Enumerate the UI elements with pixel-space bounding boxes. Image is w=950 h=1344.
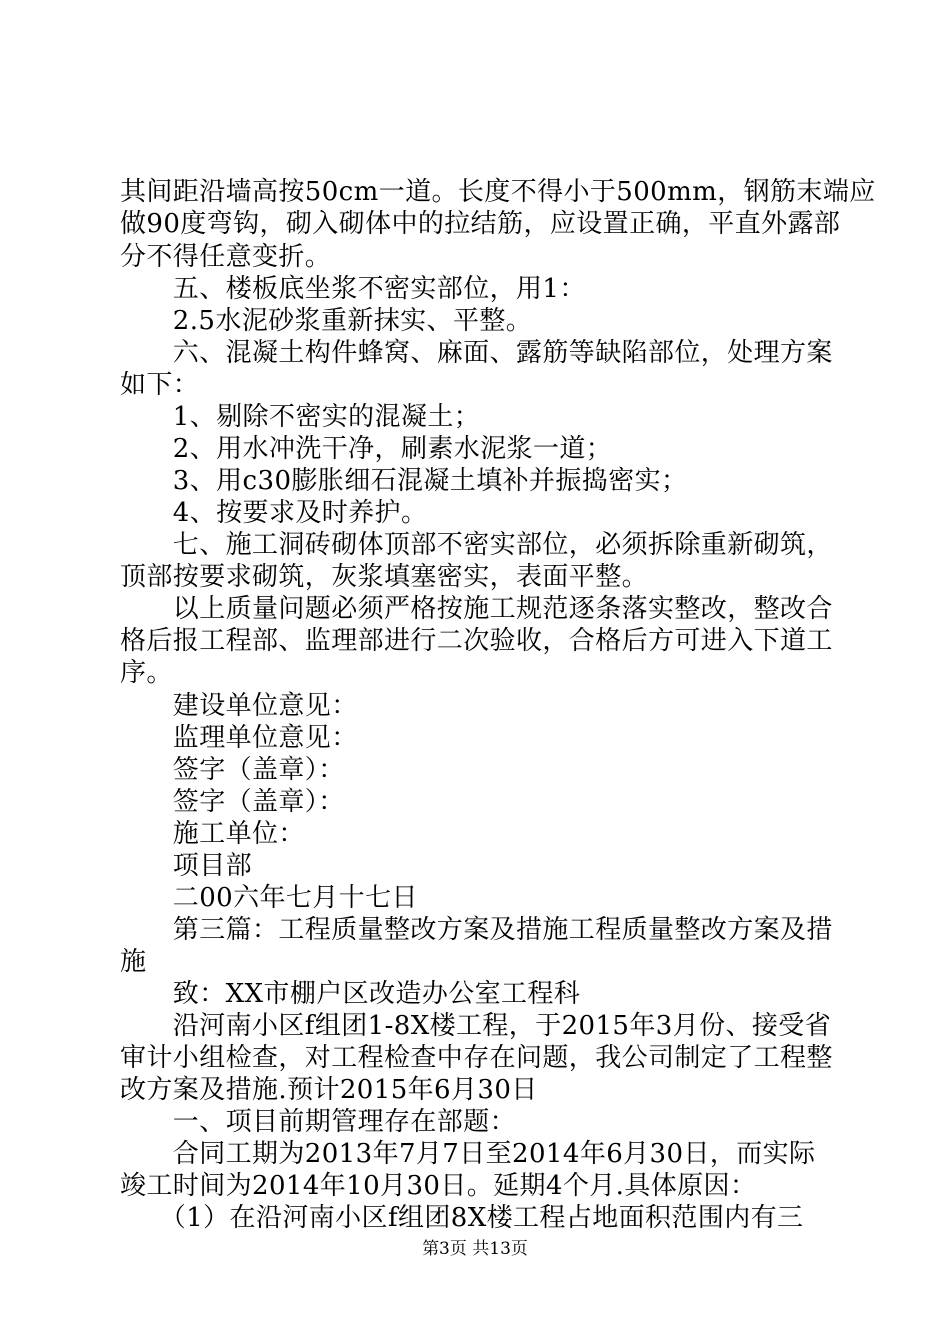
text-line: 项目部 [120,851,253,881]
text-line: 沿河南小区f组团1-8X楼工程，于2015年3月份、接受省 [120,1011,832,1041]
text-line: 监理单位意见： [120,723,358,753]
text-line: 签字（盖章）： [120,787,345,817]
text-line: 合同工期为2013年7月7日至2014年6月30日，而实际 [120,1139,816,1169]
text-line: 二00六年七月十七日 [120,883,418,913]
text-line: 顶部按要求砌筑，灰浆填塞密实，表面平整。 [120,562,649,592]
page-number: 第3页 共13页 [422,1239,528,1259]
text-line: 六、混凝土构件蜂窝、麻面、露筋等缺陷部位，处理方案 [120,338,833,368]
text-line: 4、按要求及时养护。 [120,498,428,528]
text-line: 分不得任意变折。 [120,242,332,272]
text-line: 2.5水泥砂浆重新抹实、平整。 [120,306,533,336]
text-line: 五、楼板底坐浆不密实部位，用1： [120,274,586,304]
text-line: 第三篇：工程质量整改方案及措施工程质量整改方案及措 [120,915,833,945]
text-line: 致：XX市棚户区改造办公室工程科 [120,979,581,1009]
text-line: 施 [120,947,147,977]
text-line: 其间距沿墙高按50cm一道。长度不得小于500mm，钢筋末端应 [120,177,876,207]
text-line: 一、项目前期管理存在部题： [120,1107,517,1137]
text-line: （1）在沿河南小区f组团8X楼工程占地面积范围内有三 [120,1203,804,1233]
text-line: 施工单位： [120,819,305,849]
text-line: 改方案及措施.预计2015年6月30日 [120,1075,538,1105]
text-line: 建设单位意见： [120,691,358,721]
page-footer [0,1238,950,1260]
text-line: 如下： [120,370,200,400]
text-line: 做90度弯钩，砌入砌体中的拉结筋，应设置正确，平直外露部 [120,209,841,239]
text-line: 3、用c30膨胀细石混凝土填补并振捣密实； [120,466,688,496]
text-line: 竣工时间为2014年10月30日。延期4个月.具体原因： [120,1171,757,1201]
text-line: 1、剔除不密实的混凝土； [120,402,481,432]
text-line: 审计小组检查，对工程检查中存在问题，我公司制定了工程整 [120,1043,833,1073]
text-line: 序。 [120,658,173,688]
text-line: 签字（盖章）： [120,755,345,785]
text-line: 格后报工程部、监理部进行二次验收，合格后方可进入下道工 [120,626,833,656]
text-line: 以上质量问题必须严格按施工规范逐条落实整改，整改合 [120,594,833,624]
text-line: 2、用水冲洗干净，刷素水泥浆一道； [120,434,613,464]
text-line: 七、施工洞砖砌体顶部不密实部位，必须拆除重新砌筑， [120,530,833,560]
